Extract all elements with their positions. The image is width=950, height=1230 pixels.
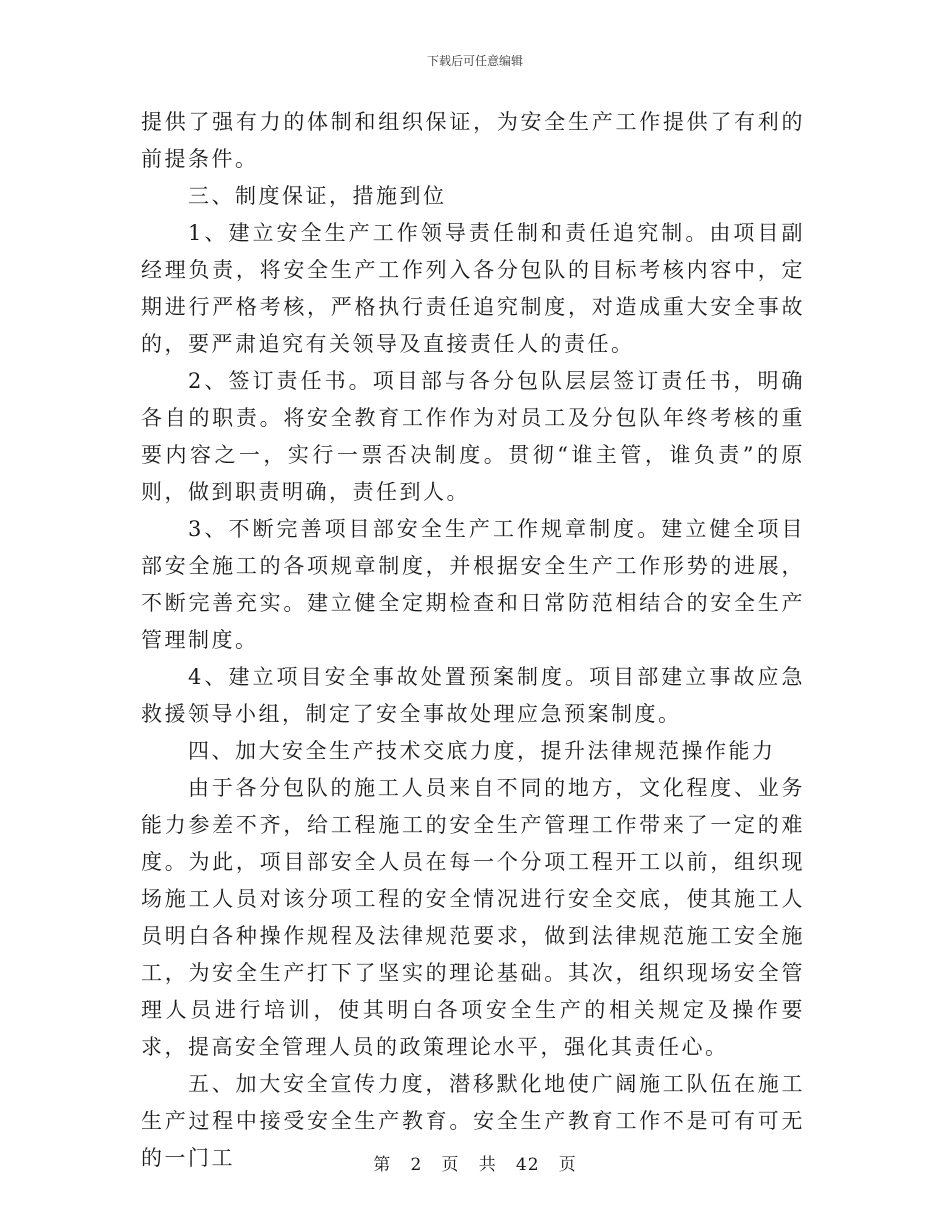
section-heading-4: 四、加大安全生产技术交底力度，提升法律规范操作能力 — [188, 739, 776, 763]
page-label-suffix: 页 — [558, 1155, 577, 1175]
page-header — [0, 53, 950, 69]
current-page-number: 2 — [410, 1155, 423, 1175]
paragraph-continuation: 提供了强有力的体制和组织保证，为安全生产工作提供了有利的前提条件。 — [141, 110, 805, 171]
page-label-mid-1: 页 — [441, 1155, 460, 1175]
document-body — [141, 104, 805, 1177]
paragraph-item-1: 1、建立安全生产工作领导责任制和责任追究制。由项目副经理负责，将安全生产工作列入各分包队的目标考核内容中，定期进行严格考核，严格执行责任追究制度，对造成重大安全事故的，要严肃追究有关领导及直接责任人的责任。 — [141, 221, 805, 356]
page-label-mid-2: 共 — [478, 1155, 497, 1175]
page-footer — [0, 1154, 950, 1176]
paragraph-section-4: 由于各分包队的施工人员来自不同的地方，文化程度、业务能力参差不齐，给工程施工的安全生产管理工作带来了一定的难度。为此，项目部安全人员在每一个分项工程开工以前，组织现场施工人员对该分项工程的安全情况进行安全交底，使其施工人员明白各种操作规程及法律规范要求，做到法律规范施工安全施工，为安全生产打下了坚实的理论基础。其次，组织现场安全管理人员进行培训，使其明白各项安全生产的相关规定及操作要求，提高安全管理人员的政策理论水平，强化其责任心。 — [141, 776, 805, 1059]
paragraph-item-4: 4、建立项目安全事故处置预案制度。项目部建立事故应急救援领导小组，制定了安全事故处理应急预案制度。 — [141, 665, 805, 726]
paragraph-item-3: 3、不断完善项目部安全生产工作规章制度。建立健全项目部安全施工的各项规章制度，并根据安全生产工作形势的进展，不断完善充实。建立健全定期检查和日常防范相结合的安全生产管理制度。 — [141, 517, 805, 652]
page-label-prefix: 第 — [373, 1155, 392, 1175]
paragraph-item-2: 2、签订责任书。项目部与各分包队层层签订责任书，明确各自的职责。将安全教育工作作为对员工及分包队年终考核的重要内容之一，实行一票否决制度。贯彻“谁主管，谁负责”的原则，做到职责明确，责任到人。 — [141, 369, 805, 504]
paragraph-section-5: 五、加大安全宣传力度，潜移默化地使广阔施工队伍在施工生产过程中接受安全生产教育。安全生产教育工作不是可有可无的一门工 — [141, 1072, 805, 1170]
total-pages-number: 42 — [515, 1155, 540, 1175]
header-note: 下载后可任意编辑 — [426, 54, 523, 68]
section-heading-3: 三、制度保证，措施到位 — [188, 184, 447, 208]
